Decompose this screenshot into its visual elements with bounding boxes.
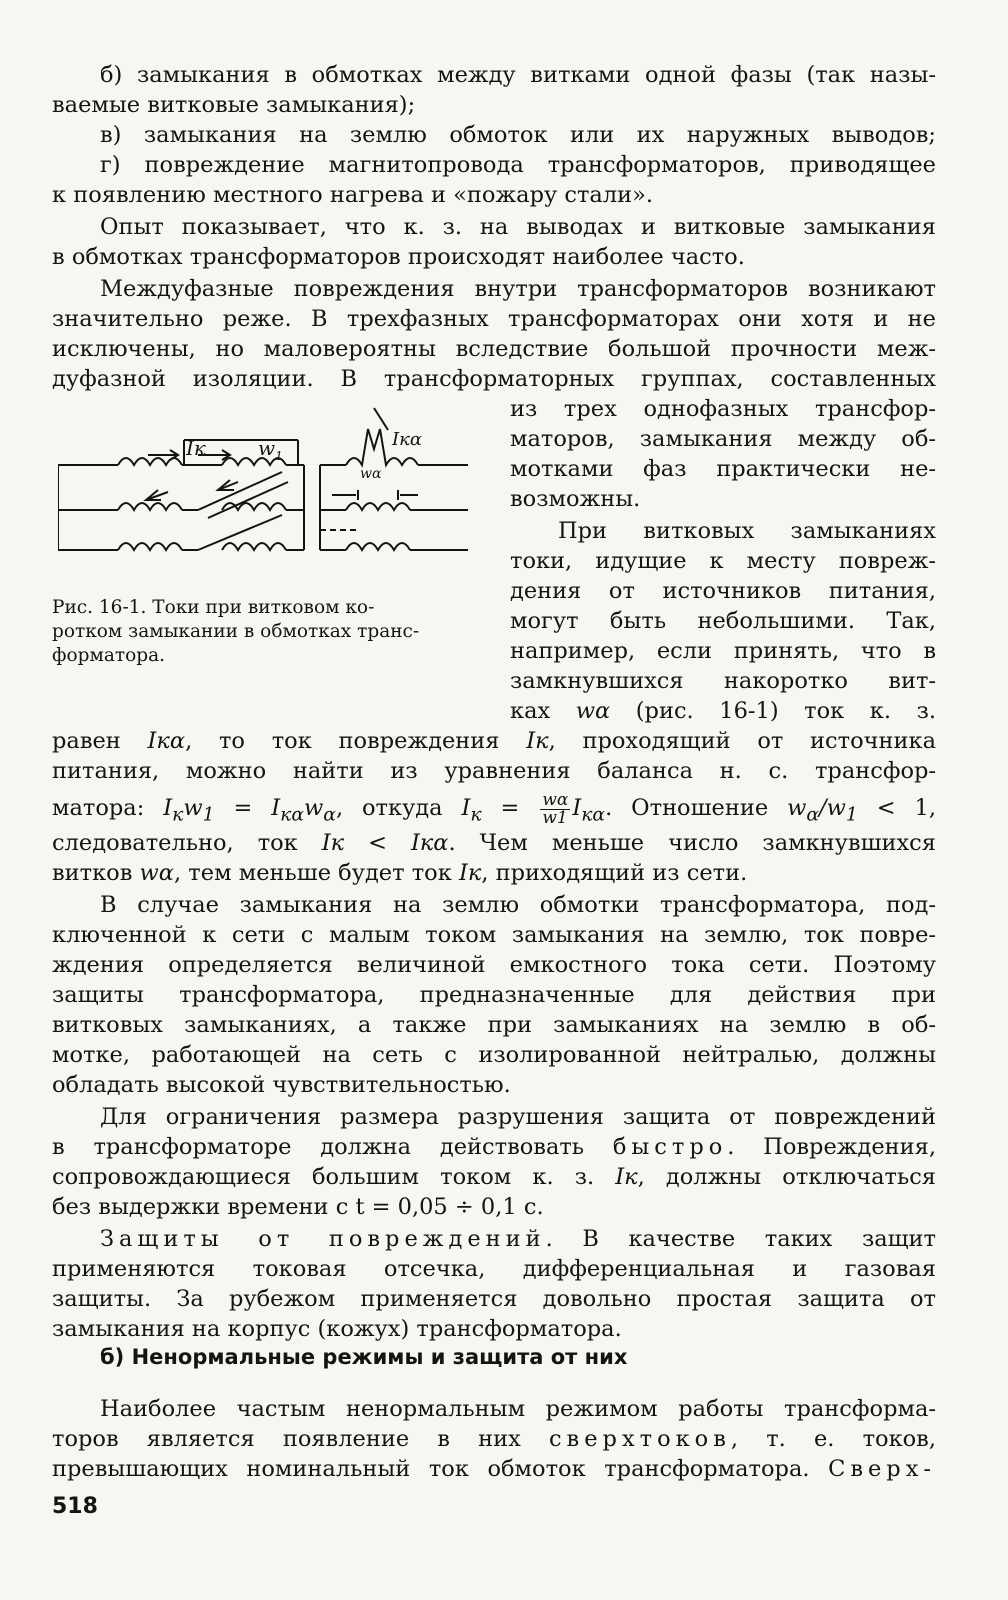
text-line: замкнувшихся накоротко вит-: [510, 668, 936, 694]
text-line: в обмотках трансформаторов происходят наиболее часто.: [52, 244, 745, 270]
text-line: Междуфазные повреждения внутри трансформаторов возникают: [100, 276, 936, 302]
text-line: дения от источников питания,: [510, 578, 936, 604]
text-line: значительно реже. В трехфазных трансформаторах они хотя и не: [52, 306, 936, 332]
figure-16-1: [58, 400, 478, 570]
text-line: к появлению местного нагрева и «пожару стали».: [52, 182, 654, 208]
text-line: б) замыкания в обмотках между витками одной фазы (так назы-: [100, 62, 936, 88]
text-line: В случае замыкания на землю обмотки трансформатора, под-: [100, 892, 936, 918]
text-line: витков wα, тем меньше будет ток Iк, приходящий из сети.: [52, 860, 748, 886]
text-line: маторов, замыкания между об-: [510, 426, 936, 452]
formula-line: матора: $I_кw_1 = I_{к\alpha}w_\alpha$, откуда $I_к$ = $\frac{w\alpha}{w1}$ $I_{к\alpha}$. Отношение $w_\alpha/w_1 < 1$,: [52, 789, 936, 828]
text-line: ключенной к сети с малым током замыкания на землю, ток повре-: [52, 922, 936, 948]
text-line: мотками фаз практически не-: [510, 456, 936, 482]
text-line: Для ограничения размера разрушения защита от повреждений: [100, 1104, 936, 1130]
text-line: Опыт показывает, что к. з. на выводах и витковые замыкания: [100, 214, 936, 240]
text-line: защиты трансформатора, предназначенные для действия при: [52, 982, 936, 1008]
transformer-winding-diagram: [58, 400, 478, 570]
text-line: токи, идущие к месту повреж-: [510, 548, 936, 574]
text-line: ваемые витковые замыкания);: [52, 92, 416, 118]
text-line: дуфазной изоляции. В трансформаторных группах, составленных: [52, 366, 936, 392]
text-line: г) повреждение магнитопровода трансформаторов, приводящее: [100, 152, 936, 178]
text-line: сопровождающиеся большим током к. з. Iк, должны отключаться: [52, 1164, 936, 1190]
text-line: мотке, работающей на сеть с изолированной нейтралью, должны: [52, 1042, 936, 1068]
text-line: применяются токовая отсечка, дифференциальная и газовая: [52, 1256, 936, 1282]
text-line: Наиболее частым ненормальным режимом работы трансформа-: [100, 1396, 936, 1422]
figure-caption: Рис. 16-1. Токи при витковом ко- ротком замыкании в обмотках транс- форматора.: [52, 597, 420, 666]
text-line: равен Iкα, то ток повреждения Iк, проходящий от источника: [52, 728, 936, 754]
text-line: в трансформаторе должна действовать быстро. Повреждения,: [52, 1134, 936, 1160]
text-line: витковых замыканиях, а также при замыканиях на землю в об-: [52, 1012, 936, 1038]
text-line: могут быть небольшими. Так,: [510, 608, 936, 634]
text-line: обладать высокой чувствительностью.: [52, 1072, 511, 1098]
text-line: следовательно, ток Iк < Iкα. Чем меньше число замкнувшихся: [52, 830, 936, 856]
text-line: возможны.: [510, 486, 641, 512]
text-line: в) замыкания на землю обмоток или их наружных выводов;: [100, 122, 936, 148]
text-line: например, если принять, что в: [510, 638, 936, 664]
text-line: исключены, но маловероятны вследствие большой прочности меж-: [52, 336, 936, 362]
text-line: без выдержки времени с t = 0,05 ÷ 0,1 с.: [52, 1194, 544, 1220]
text-line: торов является появление в них сверхтоков, т. е. токов,: [52, 1426, 936, 1452]
label-ika: Iкα: [392, 429, 423, 450]
section-heading: б) Ненормальные режимы и защита от них: [100, 1345, 628, 1369]
text-line: ждения определяется величиной емкостного тока сети. Поэтому: [52, 952, 936, 978]
text-line: питания, можно найти из уравнения баланса н. с. трансфор-: [52, 758, 936, 784]
text-line: защиты. За рубежом применяется довольно простая защита от: [52, 1286, 936, 1312]
text-line: При витковых замыканиях: [558, 518, 936, 544]
fraction: $\frac{w\alpha}{w1}$: [542, 789, 569, 828]
text-line: ках wα (рис. 16-1) ток к. з.: [510, 698, 937, 724]
label-wa: wα: [360, 466, 382, 482]
text-line: Защиты от повреждений. В качестве таких защит: [100, 1226, 936, 1252]
text-line: замыкания на корпус (кожух) трансформатора.: [52, 1316, 622, 1342]
text-line: превышающих номинальный ток обмоток трансформатора. Сверх-: [52, 1456, 937, 1482]
page-number: 518: [52, 1494, 98, 1519]
text-line: из трех однофазных трансфор-: [510, 396, 936, 422]
label-ik: Iк: [186, 436, 206, 460]
label-w1: $w_1$: [258, 436, 283, 463]
